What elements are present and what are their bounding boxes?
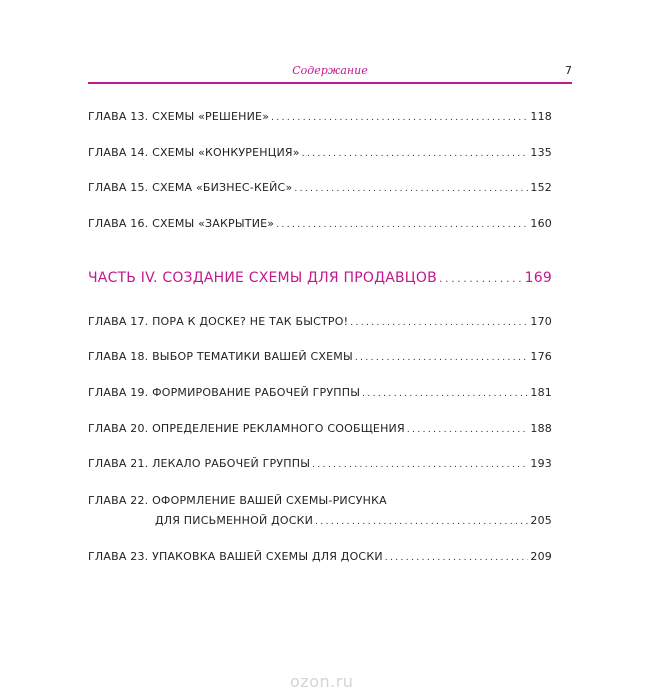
entry-page: 160 [530,217,552,230]
dot-leader [312,460,528,470]
running-header [88,62,572,84]
toc-entry-ch13 [88,110,552,123]
entry-page: 209 [530,550,552,563]
entry-label: ГЛАВА 19. ФОРМИРОВАНИЕ РАБОЧЕЙ ГРУППЫ [88,386,361,399]
entry-page: 170 [530,315,552,328]
dot-leader [355,353,529,363]
toc-entry-ch18 [88,350,552,363]
entry-page: 193 [530,457,552,470]
entry-page: 118 [530,110,552,123]
entry-label: ГЛАВА 18. ВЫБОР ТЕМАТИКИ ВАШЕЙ СХЕМЫ [88,350,353,363]
dot-leader [271,113,528,123]
dot-leader [439,272,523,285]
entry-label: ДЛЯ ПИСЬМЕННОЙ ДОСКИ [155,514,314,527]
toc-entry-ch22 [155,514,552,527]
part-label: ЧАСТЬ IV. СОЗДАНИЕ СХЕМЫ ДЛЯ ПРОДАВЦОВ [88,270,437,286]
entry-page: 205 [530,514,552,527]
dot-leader [302,149,529,159]
page-number: 7 [565,64,572,77]
toc-entry-ch15 [88,181,552,194]
toc-entry-ch21 [88,457,552,470]
header-rule [88,82,572,84]
toc-entry-ch23 [88,550,552,563]
toc-entry-ch22-line1: ГЛАВА 22. ОФОРМЛЕНИЕ ВАШЕЙ СХЕМЫ-РИСУНКА [88,494,387,507]
toc-entry-ch20 [88,422,552,435]
entry-page: 176 [530,350,552,363]
entry-label: ГЛАВА 15. СХЕМА «БИЗНЕС-КЕЙС» [88,181,293,194]
dot-leader [350,318,528,328]
dot-leader [407,425,529,435]
entry-label: ГЛАВА 20. ОПРЕДЕЛЕНИЕ РЕКЛАМНОГО СООБЩЕНИЯ [88,422,405,435]
entry-page: 181 [530,386,552,399]
dot-leader [294,184,528,194]
entry-page: 152 [530,181,552,194]
watermark: ozon.ru [290,672,354,691]
entry-page: 188 [530,422,552,435]
dot-leader [362,389,528,399]
dot-leader [315,517,528,527]
toc-part-heading [88,270,552,286]
header-title: Содержание [292,64,368,77]
entry-label: ГЛАВА 23. УПАКОВКА ВАШЕЙ СХЕМЫ ДЛЯ ДОСКИ [88,550,383,563]
entry-label: ГЛАВА 13. СХЕМЫ «РЕШЕНИЕ» [88,110,270,123]
entry-label: ГЛАВА 17. ПОРА К ДОСКЕ? НЕ ТАК БЫСТРО! [88,315,349,328]
toc-entry-ch14 [88,146,552,159]
toc-entry-ch19 [88,386,552,399]
toc-entry-ch17 [88,315,552,328]
part-page: 169 [524,270,552,286]
entry-label: ГЛАВА 14. СХЕМЫ «КОНКУРЕНЦИЯ» [88,146,300,159]
toc-entry-ch16 [88,217,552,230]
entry-label: ГЛАВА 16. СХЕМЫ «ЗАКРЫТИЕ» [88,217,275,230]
entry-page: 135 [530,146,552,159]
dot-leader [276,220,528,230]
dot-leader [385,553,529,563]
entry-label: ГЛАВА 21. ЛЕКАЛО РАБОЧЕЙ ГРУППЫ [88,457,311,470]
